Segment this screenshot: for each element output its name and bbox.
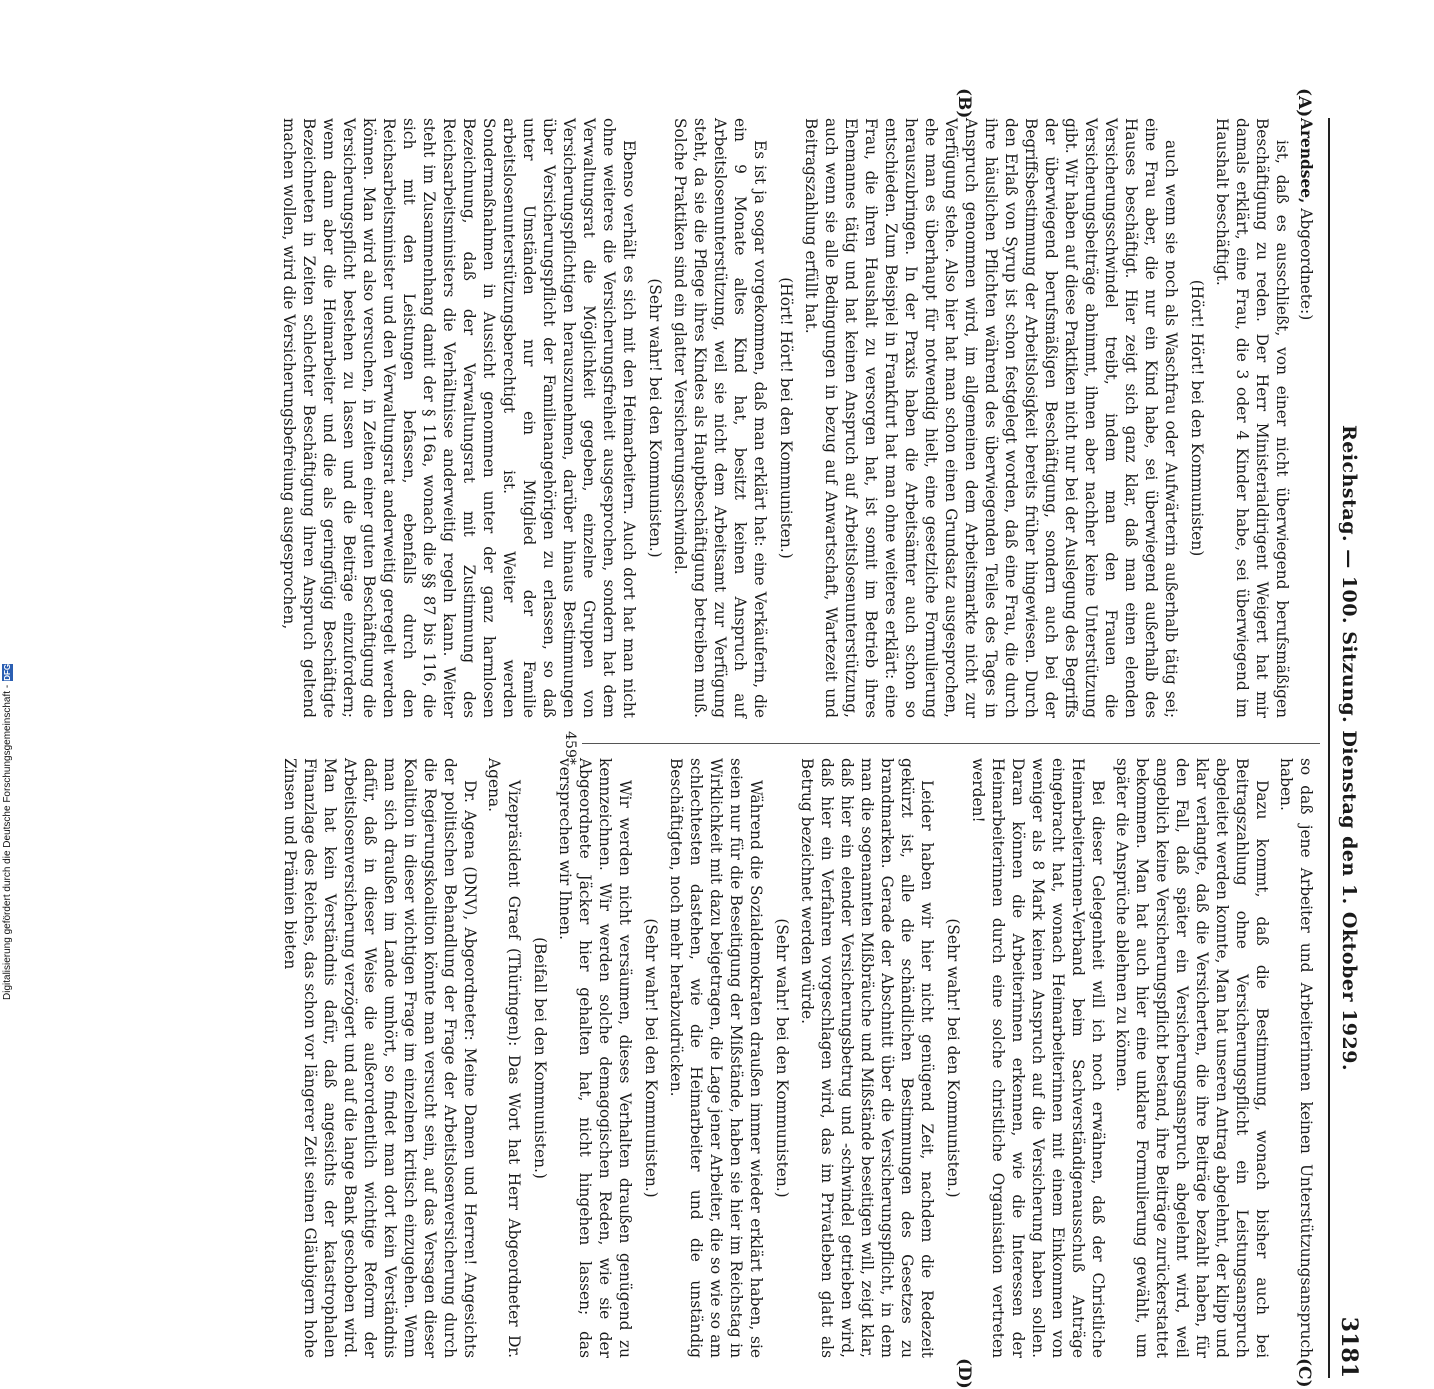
right-column-paragraph: so daß jene Arbeiter und Arbeiterinnen keinen Unterstützungsanspruch haben. [1277,758,1315,1358]
right-column-paragraph: Dr. Agena (DNV), Abgeordneter: Meine Damen und Herren! Angesichts der politischen Behandlung der Frage der Arbeitslosenversicherung durch die Regierungskoalition könnte man versucht sein, auf das Versagen dieser Koalition in dieser wichtigen Frage im einzelnen kritisch einzugehen. Wenn man sich draußen im Lande umhört, so findet man dort kein Verständnis dafür, daß in dieser Weise die außerordentlich wichtige Reform der Arbeitslosenversicherung verzögert und auf die lange Bank geschoben wird. Man hat kein Verständnis dafür, daß angesichts der katastrophalen Finanzlage des Reiches, das schon vor längerer Zeit seinen Gläubigern hohe Zinsen und Prämien bieten [281,758,479,1358]
signature-mark: 459* [562,731,578,765]
left-column-paragraph: Es ist ja sogar vorgekommen, daß man erklärt hat: eine Verkäuferin, die ein 9 Monate altes Kind hat, besitzt keinen Anspruch auf Arbeitslosenunterstützung, weil sie nicht dem Arbeitsamt zur Verfügung steht, da sie die Pflege ihres Kindes als Hauptbeschäftigung betreiben muß. Solche Praktiken sind ein glatter Versicherungsschwindel. [671,118,769,718]
left-column-interjection: (Hört! Hört! bei den Kommunisten.) [777,277,795,559]
right-column-paragraph: Bei dieser Gelegenheit will ich noch erwähnen, daß der Christliche Heimarbeiterinnen-Verband beim Sachverständigenausschuß Anträge eingebracht hat, wonach Heimarbeiterinnen mit einem Einkommen von weniger als 8 Mark keinen Anspruch auf die Versicherung haben sollen. Daran können die Arbeiterinnen erkennen, wie die Interessen der Heimarbeiterinnen durch eine solche christliche Organisation vertreten werden! [969,758,1107,1358]
header-rule [1328,118,1330,1378]
digitization-credit-text: Digitalisierung gefördert durch die Deutsche Forschungsgemeinschaft - [2,684,13,1000]
column-divider [582,743,1320,744]
speaker-name: Arendsee, [1297,118,1315,204]
margin-marker-a: (A) [1294,88,1314,118]
right-column-paragraph: Vizepräsident Graef (Thüringen): Das Wort hat Herr Abgeordneter Dr. Agena. [485,758,523,1358]
left-column-paragraph: Arendsee, Abgeordnete:) [1297,118,1315,321]
margin-marker-c: (C) [1294,1358,1314,1388]
page-number: 3181 [1336,1316,1362,1378]
right-column-paragraph: Leider haben wir hier nicht genügend Zeit, nachdem die Redezeit gekürzt ist, alle die schändlichen Bestimmungen des Gesetzes zu brandmarken. Gerade der Abschnitt über die Versicherungspflicht, in dem man die sogenannten Mißbräuche und Mißstände beseitigen will, zeigt klar, daß hier ein elender Versicherungsbetrug und -schwindel getrieben wird, daß hier ein Verfahren vorgeschlagen wird, das im Privatleben glatt als Betrug bezeichnet werden würde. [798,758,936,1358]
right-column-paragraph: Dazu kommt, daß die Bestimmung, wonach bisher auch bei Beitragszahlung ohne Versicherungspflicht ein Leistungsanspruch abgeleitet werden konnte, Man hat unseren Antrag abgelehnt, der klipp und klar verlangte, daß die Versicherten, die ihre Beiträge bezahlt haben, für den Fall, daß später ein Versicherungsanspruch abgelehnt wird, weil angeblich keine Versicherungspflicht bestand, ihre Beiträge zurückerstattet bekommen. Man hat auch hier eine unklare Formulierung gewählt, um später die Ansprüche ablehnen zu können. [1113,758,1271,1358]
left-column [280,118,1316,718]
right-column-paragraph: Während die Sozialdemokraten draußen immer wieder erklärt haben, sie seien nur für die Beseitigung der Mißstände, haben sie hier im Reichstag in Wirklichkeit mit dazu beigetragen, die Lage jener Arbeiter, die so wie so am schlechtesten dastehen, wie die Heimarbeiter und die unständig Beschäftigten, noch mehr herabzudrücken. [667,758,765,1358]
right-column-interjection: (Sehr wahr! bei den Kommunisten.) [944,918,962,1198]
margin-marker-d: (D) [954,1358,974,1389]
left-column-interjection: (Sehr wahr! bei den Kommunisten.) [646,278,664,558]
right-column-interjection: (Sehr wahr! bei den Kommunisten.) [773,918,791,1198]
margin-marker-b: (B) [954,88,974,119]
dfg-logo: DFG [3,663,12,681]
left-column-paragraph: auch wenn sie noch als Waschfrau oder Aufwärterin außerhalb tätig sei; eine Frau aber, die nur ein Kind habe, sei überwiegend außerhalb des Hauses beschäftigt. Hier zeigt sich ganz klar, daß man einen elenden Versicherungsschwindel treibt, indem man den Frauen die Versicherungsbeiträge abnimmt, ihnen aber nachher keine Unterstützung gibt. Wir haben auf diese Praktiken nicht nur bei der Auslegung des Begriffs der überwiegend berufsmäßigen Beschäftigung, sondern auch bei der Begriffsbestimmung der Arbeitslosigkeit bereits früher hingewiesen. Durch den Erlaß von Syrup ist schon festgelegt worden, daß eine Frau, die durch ihre häuslichen Pflichten während des überwiegenden Teiles des Tages in Anspruch genommen wird, im allgemeinen dem Arbeitsmarkte nicht zur Verfügung stehe. Also hier hat man schon einen Grundsatz ausgesprochen, ehe man es überhaupt für notwendig hielt, eine gesetzliche Formulierung herauszubringen. In der Praxis haben die Arbeitsämter auch schon so entschieden. Zum Beispiel in Frankfurt hat man ohne weiteres erklärt: eine Frau, die ihren Haushalt zu versorgen hat, ist somit im Betrieb ihres Ehemannes tätig und hat keinen Anspruch auf Arbeitslosenunterstützung, auch wenn sie alle Bedingungen in bezug auf Anwartschaft, Wartezeit und Beitragszahlung erfüllt hat. [802,118,1180,718]
right-column-interjection: (Sehr wahr! bei den Kommunisten.) [642,918,660,1198]
left-column-paragraph: ist, daß es ausschließt, von einer nicht überwiegend berufsmäßigen Beschäftigung zu reden. Der Herr Ministerialdirigent Weigert hat mir damals erklärt, eine Frau, die 3 oder 4 Kinder habe, sei überwiegend im Haushalt beschäftigt. [1213,118,1291,718]
digitization-credit [2,664,13,1000]
left-column-interjection: (Hört! Hört! bei den Kommunisten) [1188,279,1206,557]
page-header [1326,118,1366,1378]
right-column-paragraph: Wir werden nicht versäumen, dieses Verhalten draußen genügend zu kennzeichnen. Wir werden solche demagogischen Reden, wie sie der Abgeordnete Jäcker hier gehalten hat, nicht hingehen lassen; das versprechen wir Ihnen. [556,758,634,1358]
right-column-interjection: (Beifall bei den Kommunisten.) [531,937,549,1179]
page-title: Reichstag. — 100. Sitzung. Dienstag den 1. Oktober 1929. [1338,424,1360,1072]
left-column-paragraph: Ebenso verhält es sich mit den Heimarbeitern. Auch dort hat man nicht ohne weiteres die Versicherungsfreiheit ausgesprochen, sondern hat dem Verwaltungsrat die Möglichkeit gegeben, einzelne Gruppen von Versicherungspflichtigen herauszunehmen, darüber hinaus Bestimmungen über Versicherungspflicht der Familienangehörigen zu erlassen, so daß unter Umständen nur ein Mitglied der Familie arbeitslosenunterstützungsberechtigt ist. Weiter werden Sondermaßnahmen in Aussicht genommen unter der ganz harmlosen Bezeichnung, daß der Verwaltungsrat mit Zustimmung des Reichsarbeitsministers die Verhältnisse anderweitig regeln kann. Weiter steht im Zusammenhang damit der § 116a, wonach die §§ 87 bis 116, die sich mit den Leistungen befassen, ebenfalls durch den Reichsarbeitsminister und den Verwaltungsrat anderweitig geregelt werden können. Man wird also versuchen, in Zeiten einer guten Beschäftigung die Versicherungspflicht bestehen zu lassen und die Beiträge einzufordern; wenn dann aber die Heimarbeiter und die als geringfügig Beschäftigte Bezeichneten in Zeiten schlechter Beschäftigung ihren Anspruch geltend machen wollen, wird die Versicherungsbefreiung ausgesprochen, [280,118,638,718]
right-column [281,758,1316,1358]
document-page [106,88,1366,1389]
